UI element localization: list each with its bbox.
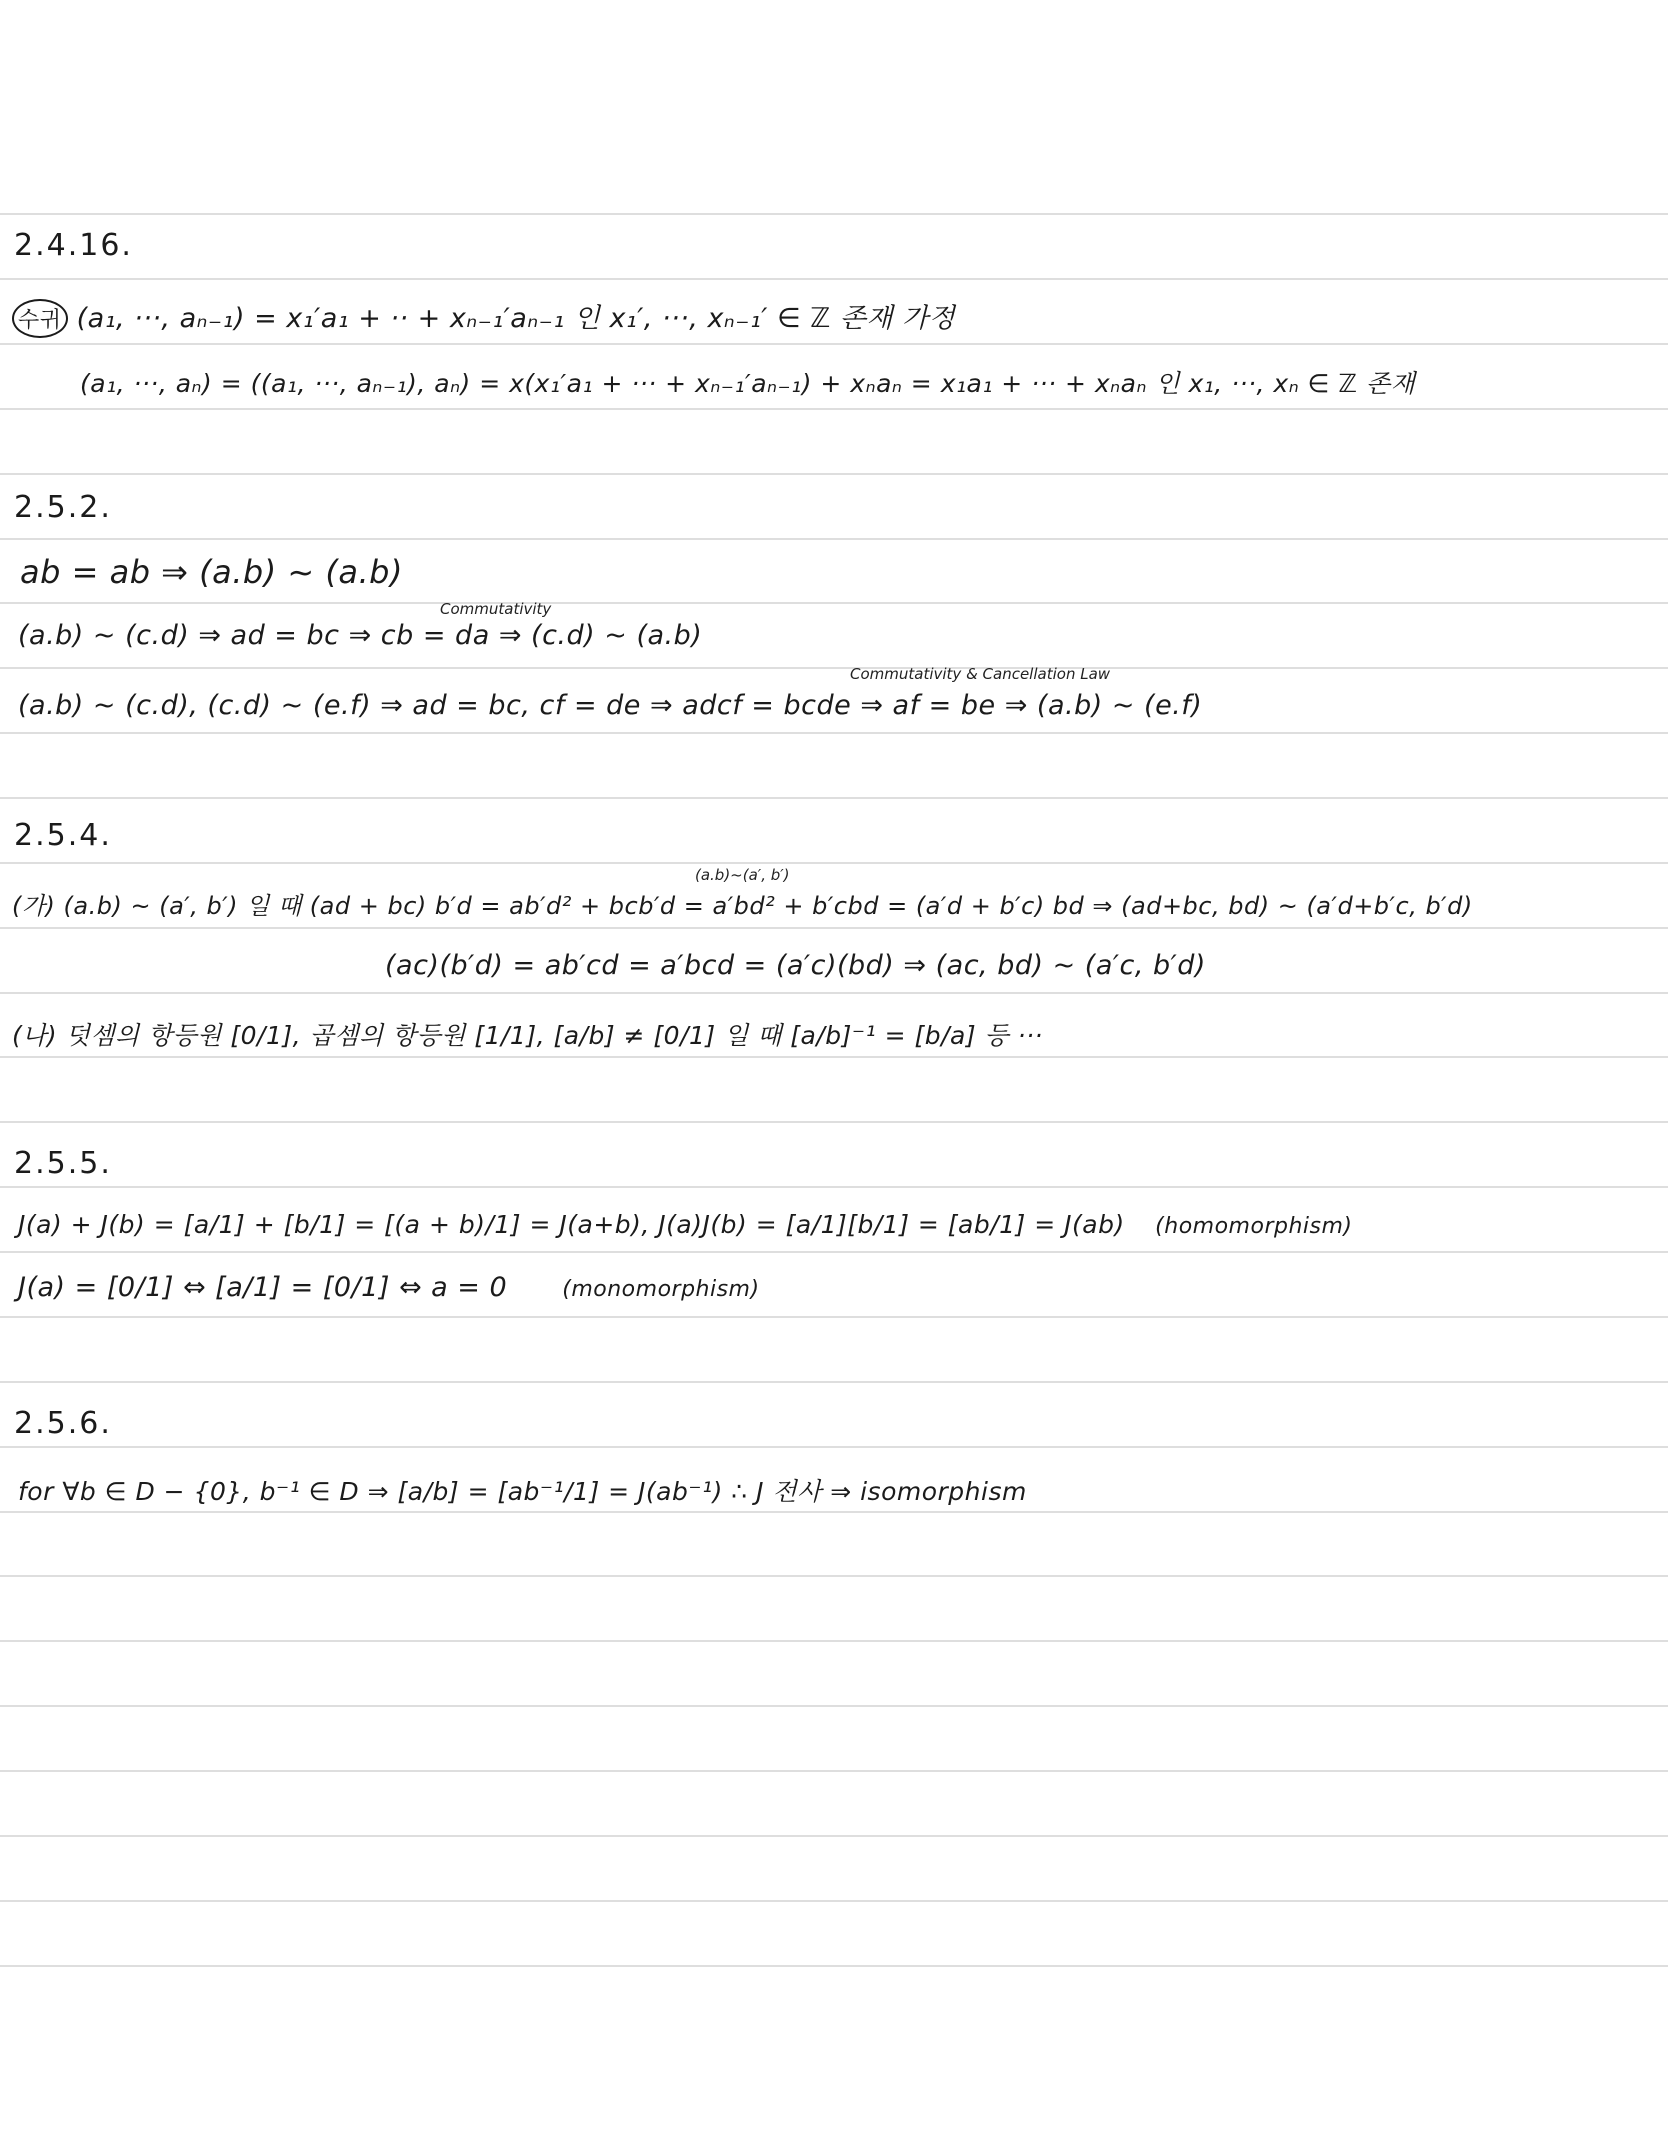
annotation-commutativity: Commutativity bbox=[440, 600, 552, 618]
proof-text: J(a) + J(b) = [a/1] + [b/1] = [(a + b)/1] = J(a+b), J(a)J(b) = [a/1][b/1] = [ab/1] = J(ab) bbox=[18, 1210, 1125, 1239]
proof-line: (나) 덧셈의 항등원 [0/1], 곱셈의 항등원 [1/1], [a/b] ≠ [0/1] 일 때 [a/b]⁻¹ = [b/a] 등 ··· bbox=[12, 1021, 1043, 1050]
proof-note: (monomorphism) bbox=[562, 1277, 760, 1302]
annotation-equivalence: (a.b)~(a′, b′) bbox=[695, 866, 790, 884]
proof-note: (homomorphism) bbox=[1155, 1214, 1353, 1239]
circled-note: 수귀 bbox=[12, 299, 68, 338]
section-heading-2-5-2: 2.5.2. bbox=[14, 490, 112, 525]
proof-line: (a.b) ~ (c.d) ⇒ ad = bc ⇒ cb = da ⇒ (c.d) ~ (a.b) bbox=[18, 620, 703, 651]
proof-text: (a₁, ···, aₙ₋₁) = x₁′a₁ + ·· + xₙ₋₁′aₙ₋₁ 인 x₁′, ···, xₙ₋₁′ ∈ ℤ 존재 가정 bbox=[76, 303, 956, 334]
section-heading-2-4-16: 2.4.16. bbox=[14, 228, 133, 263]
annotation-commutativity-cancellation: Commutativity & Cancellation Law bbox=[850, 665, 1111, 683]
proof-line bbox=[18, 1272, 760, 1303]
proof-line: ab = ab ⇒ (a.b) ~ (a.b) bbox=[20, 553, 403, 591]
section-heading-2-5-6: 2.5.6. bbox=[14, 1406, 112, 1441]
proof-text: J(a) = [0/1] ⇔ [a/1] = [0/1] ⇔ a = 0 bbox=[18, 1272, 508, 1303]
proof-line bbox=[18, 1210, 1352, 1239]
proof-line: (ac)(b′d) = ab′cd = a′bcd = (a′c)(bd) ⇒ (ac, bd) ~ (a′c, b′d) bbox=[385, 950, 1206, 981]
section-heading-2-5-5: 2.5.5. bbox=[14, 1146, 112, 1181]
proof-line: for ∀b ∈ D − {0}, b⁻¹ ∈ D ⇒ [a/b] = [ab⁻¹/1] = J(ab⁻¹) ∴ J 전사 ⇒ isomorphism bbox=[18, 1477, 1027, 1506]
proof-line bbox=[12, 296, 955, 338]
proof-line: (a.b) ~ (c.d), (c.d) ~ (e.f) ⇒ ad = bc, cf = de ⇒ adcf = bcde ⇒ af = be ⇒ (a.b) ~ (e.f) bbox=[18, 690, 1203, 721]
section-heading-2-5-4: 2.5.4. bbox=[14, 818, 112, 853]
proof-line: (a₁, ···, aₙ) = ((a₁, ···, aₙ₋₁), aₙ) = x(x₁′a₁ + ··· + xₙ₋₁′aₙ₋₁) + xₙaₙ = x₁a₁ + ··· + xₙaₙ 인 x₁, ···, xₙ ∈ ℤ 존재 bbox=[80, 369, 1416, 398]
proof-line: (가) (a.b) ~ (a′, b′) 일 때 (ad + bc) b′d = ab′d² + bcb′d = a′bd² + b′cbd = (a′d + b′c) bd ⇒ (ad+bc, bd) ~ (a′d+b′c, b′d) bbox=[12, 892, 1473, 920]
